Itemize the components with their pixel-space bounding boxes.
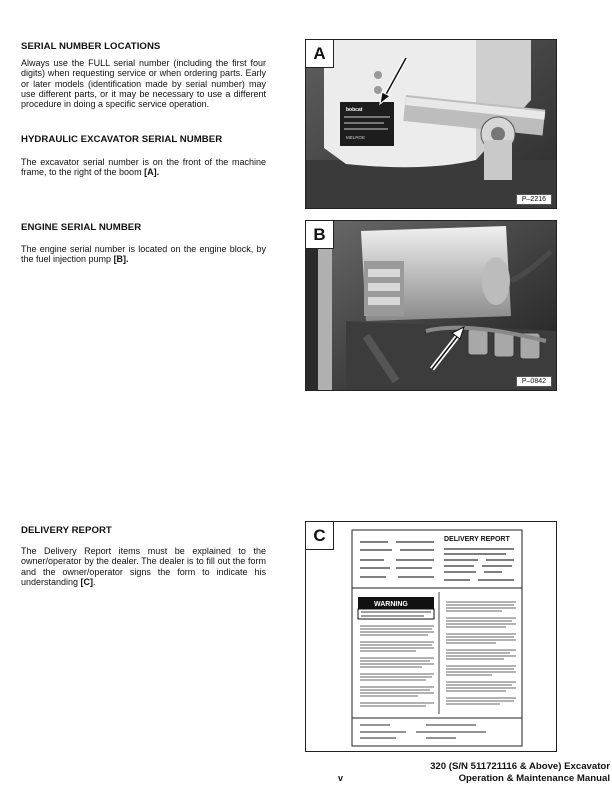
footer-title-line1: 320 (S/N 511721116 & Above) Excavator <box>430 761 610 772</box>
section-heading-serial-number-locations: SERIAL NUMBER LOCATIONS <box>21 41 161 52</box>
figure-a <box>305 39 557 209</box>
figure-a-letter: A <box>306 40 334 68</box>
figure-c-letter: C <box>306 522 334 550</box>
page-number: v <box>338 773 344 783</box>
figure-c-form-illustration <box>306 522 556 751</box>
form-title-text: DELIVERY REPORT <box>444 536 510 543</box>
section-heading-delivery-report: DELIVERY REPORT <box>21 525 112 536</box>
section-body-engine-serial: The engine serial number is located on the engine block, by the fuel injection pump [B]. <box>21 244 266 265</box>
section-body-delivery-report: The Delivery Report items must be explained to the owner/operator by the dealer. The dealer is to fill out the form and the owner/operator signs the form to indicate his understanding [C]. <box>21 546 266 587</box>
figure-ref-b: [B]. <box>113 254 129 265</box>
section-body-serial-number-locations: Always use the FULL serial number (including the first four digits) when requesting service or when ordering parts. Early or later models (identification made by serial number) may use different parts, or it may be necessary to use a different procedure in doing a specific service operation. <box>21 58 266 110</box>
figure-b-code: P–0842 <box>516 376 552 387</box>
figure-c <box>305 521 557 752</box>
figure-b-photo <box>306 221 556 390</box>
figure-ref-a: [A]. <box>144 167 160 178</box>
section-heading-excavator-serial: HYDRAULIC EXCAVATOR SERIAL NUMBER <box>21 134 223 145</box>
figure-a-photo <box>306 40 556 208</box>
figure-ref-c: [C] <box>80 576 94 587</box>
figure-b <box>305 220 557 391</box>
form-warning-text: WARNING <box>374 601 408 608</box>
plate-brand-text: bobcat <box>346 107 363 113</box>
section-heading-engine-serial: ENGINE SERIAL NUMBER <box>21 222 142 233</box>
footer-title-line2: Operation & Maintenance Manual <box>458 773 610 784</box>
section-body-excavator-serial: The excavator serial number is on the front of the machine frame, to the right of the boom [A]. <box>21 157 266 178</box>
figure-b-letter: B <box>306 221 334 249</box>
plate-maker-text: MELROE <box>346 135 366 140</box>
figure-a-code: P–2216 <box>516 194 552 205</box>
